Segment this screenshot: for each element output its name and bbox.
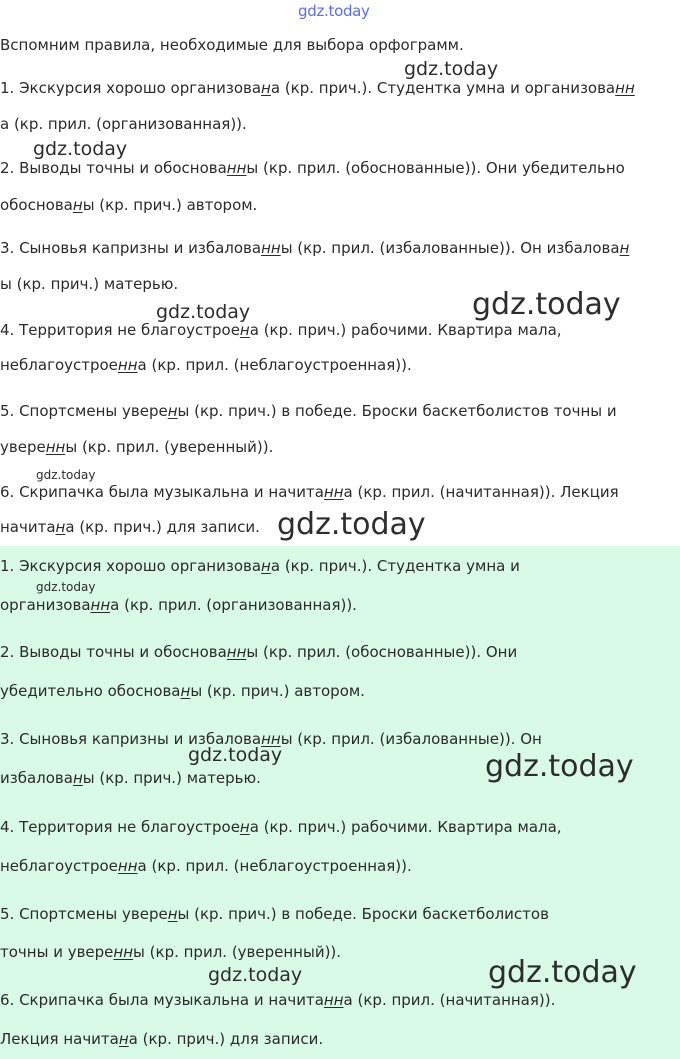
block1-line-3 (0, 158, 625, 178)
block1-line-4 (0, 195, 257, 215)
block1-line-1 (0, 78, 635, 98)
highlighted-letters: нн (323, 483, 344, 501)
text-segment: ы (кр. прич.) автором. (190, 682, 365, 700)
highlighted-letters: н (261, 557, 271, 575)
highlighted-letters: нн (261, 239, 281, 257)
text-segment: ы (кр. прич.) в победе. Броски баскетболистов (177, 905, 549, 923)
block2-line-7 (0, 817, 562, 837)
highlighted-letters: нн (117, 356, 138, 374)
text-segment: организова (0, 596, 91, 614)
text-segment: убедительно обоснова (0, 682, 181, 700)
text-segment: неблагоустрое (0, 857, 118, 875)
highlighted-letters: н (55, 518, 66, 536)
text-segment: а (кр. прич.) для записи. (65, 518, 260, 536)
text-segment: а (кр. прил. (организованная)). (0, 115, 247, 133)
highlighted-letters: нн (323, 991, 344, 1009)
text-segment: ы (кр. прил. (уверенный)). (133, 943, 342, 961)
highlighted-letters: нн (226, 159, 247, 177)
highlighted-letters: нн (226, 643, 247, 661)
text-segment: 2. Выводы точны и обоснова (0, 159, 227, 177)
text-segment: 5. Спортсмены увере (0, 905, 168, 923)
text-segment: ы (кр. прил. (обоснованные)). Они (246, 643, 518, 661)
text-segment: ы (кр. прич.) в победе. Броски баскетболистов точны и (177, 402, 617, 420)
text-segment: а (кр. прил. (неблагоустроенная)). (137, 857, 412, 875)
text-segment: неблагоустрое (0, 356, 118, 374)
text-segment: ы (кр. прил. (обоснованные)). Они убедительно (246, 159, 625, 177)
text-segment: 2. Выводы точны и обоснова (0, 643, 227, 661)
block1-line-6 (0, 274, 178, 294)
text-segment: ы (кр. прил. (избалованные)). Он избалова (280, 239, 620, 257)
block1-line-12 (0, 517, 260, 537)
intro-text: Вспомним правила, необходимые для выбора орфограмм. (0, 36, 464, 54)
text-segment: а (кр. прич.). Студентка умна и организова (270, 79, 616, 97)
block1-line-8 (0, 355, 412, 375)
text-segment: а (кр. прил. (организованная)). (110, 596, 357, 614)
text-segment: обоснова (0, 196, 73, 214)
block2-line-10 (0, 942, 341, 962)
text-segment: 6. Скрипачка была музыкальна и начита (0, 483, 324, 501)
text-segment: а (кр. прич.) рабочими. Квартира мала, (249, 818, 562, 836)
watermark: gdz.today (156, 301, 251, 323)
block2-line-3 (0, 642, 517, 662)
block2-line-1 (0, 556, 520, 576)
block2-line-6 (0, 768, 261, 788)
watermark: gdz.today (36, 468, 96, 482)
watermark: gdz.today (472, 287, 621, 322)
text-segment: избалова (0, 769, 73, 787)
highlighted-letters: н (261, 79, 271, 97)
watermark: gdz.today (208, 964, 303, 986)
highlighted-letters: н (167, 905, 178, 923)
highlighted-letters: н (619, 239, 630, 257)
highlighted-letters: н (72, 769, 83, 787)
block2-line-8 (0, 856, 412, 876)
text-segment: начита (0, 518, 56, 536)
block2-line-2 (0, 595, 357, 615)
block2-line-11 (0, 990, 555, 1010)
block1-line-5 (0, 238, 629, 258)
text-segment: 6. Скрипачка была музыкальна и начита (0, 991, 324, 1009)
highlighted-letters: нн (615, 79, 635, 97)
highlighted-letters: н (72, 196, 83, 214)
text-segment: точны и увере (0, 943, 114, 961)
highlighted-letters: н (239, 818, 250, 836)
block1-line-7 (0, 320, 562, 340)
text-segment: ы (кр. прич.) матерью. (82, 769, 261, 787)
watermark: gdz.today (488, 955, 637, 990)
watermark: gdz.today (404, 58, 499, 80)
watermark: gdz.today (485, 749, 634, 784)
text-segment: ы (кр. прич.) матерью. (0, 275, 179, 293)
text-segment: а (кр. прич.) рабочими. Квартира мала, (249, 321, 562, 339)
text-segment: 3. Сыновья капризны и избалова (0, 239, 262, 257)
text-segment: а (кр. прил. (неблагоустроенная)). (137, 356, 412, 374)
watermark: gdz.today (33, 138, 128, 160)
text-segment: 1. Экскурсия хорошо организова (0, 557, 262, 575)
text-segment: а (кр. прил. (начитанная)). Лекция (343, 483, 619, 501)
block1-line-10 (0, 437, 273, 457)
text-segment: 4. Территория не благоустрое (0, 321, 240, 339)
highlighted-letters: нн (113, 943, 134, 961)
highlighted-letters: н (180, 682, 191, 700)
text-segment: 1. Экскурсия хорошо организова (0, 79, 262, 97)
text-segment: а (кр. прич.) для записи. (128, 1030, 324, 1048)
text-segment: ы (кр. прил. (уверенный)). (65, 438, 274, 456)
block1-line-2 (0, 114, 247, 134)
text-segment: 3. Сыновья капризны и избалова (0, 730, 262, 748)
highlighted-letters: нн (117, 857, 138, 875)
watermark: gdz.today (277, 507, 426, 542)
text-segment: увере (0, 438, 46, 456)
watermark-top: gdz.today (298, 2, 370, 20)
highlighted-letters: н (239, 321, 250, 339)
text-segment: 4. Территория не благоустрое (0, 818, 240, 836)
highlighted-letters: нн (261, 730, 281, 748)
text-segment: ы (кр. прил. (избалованные)). Он (280, 730, 542, 748)
watermark: gdz.today (188, 744, 283, 766)
block2-line-12 (0, 1029, 323, 1049)
highlighted-letters: н (118, 1030, 129, 1048)
block1-line-11 (0, 482, 619, 502)
text-segment: а (кр. прич.). Студентка умна и (270, 557, 520, 575)
text-segment: Лекция начита (0, 1030, 119, 1048)
text-segment: ы (кр. прич.) автором. (82, 196, 258, 214)
highlighted-letters: нн (45, 438, 66, 456)
block2-line-4 (0, 681, 365, 701)
highlighted-letters: н (167, 402, 178, 420)
block2-line-9 (0, 904, 549, 924)
text-segment: 5. Спортсмены увере (0, 402, 168, 420)
highlighted-letters: нн (90, 596, 111, 614)
watermark: gdz.today (36, 580, 96, 594)
text-segment: а (кр. прил. (начитанная)). (343, 991, 556, 1009)
block1-line-9 (0, 401, 617, 421)
